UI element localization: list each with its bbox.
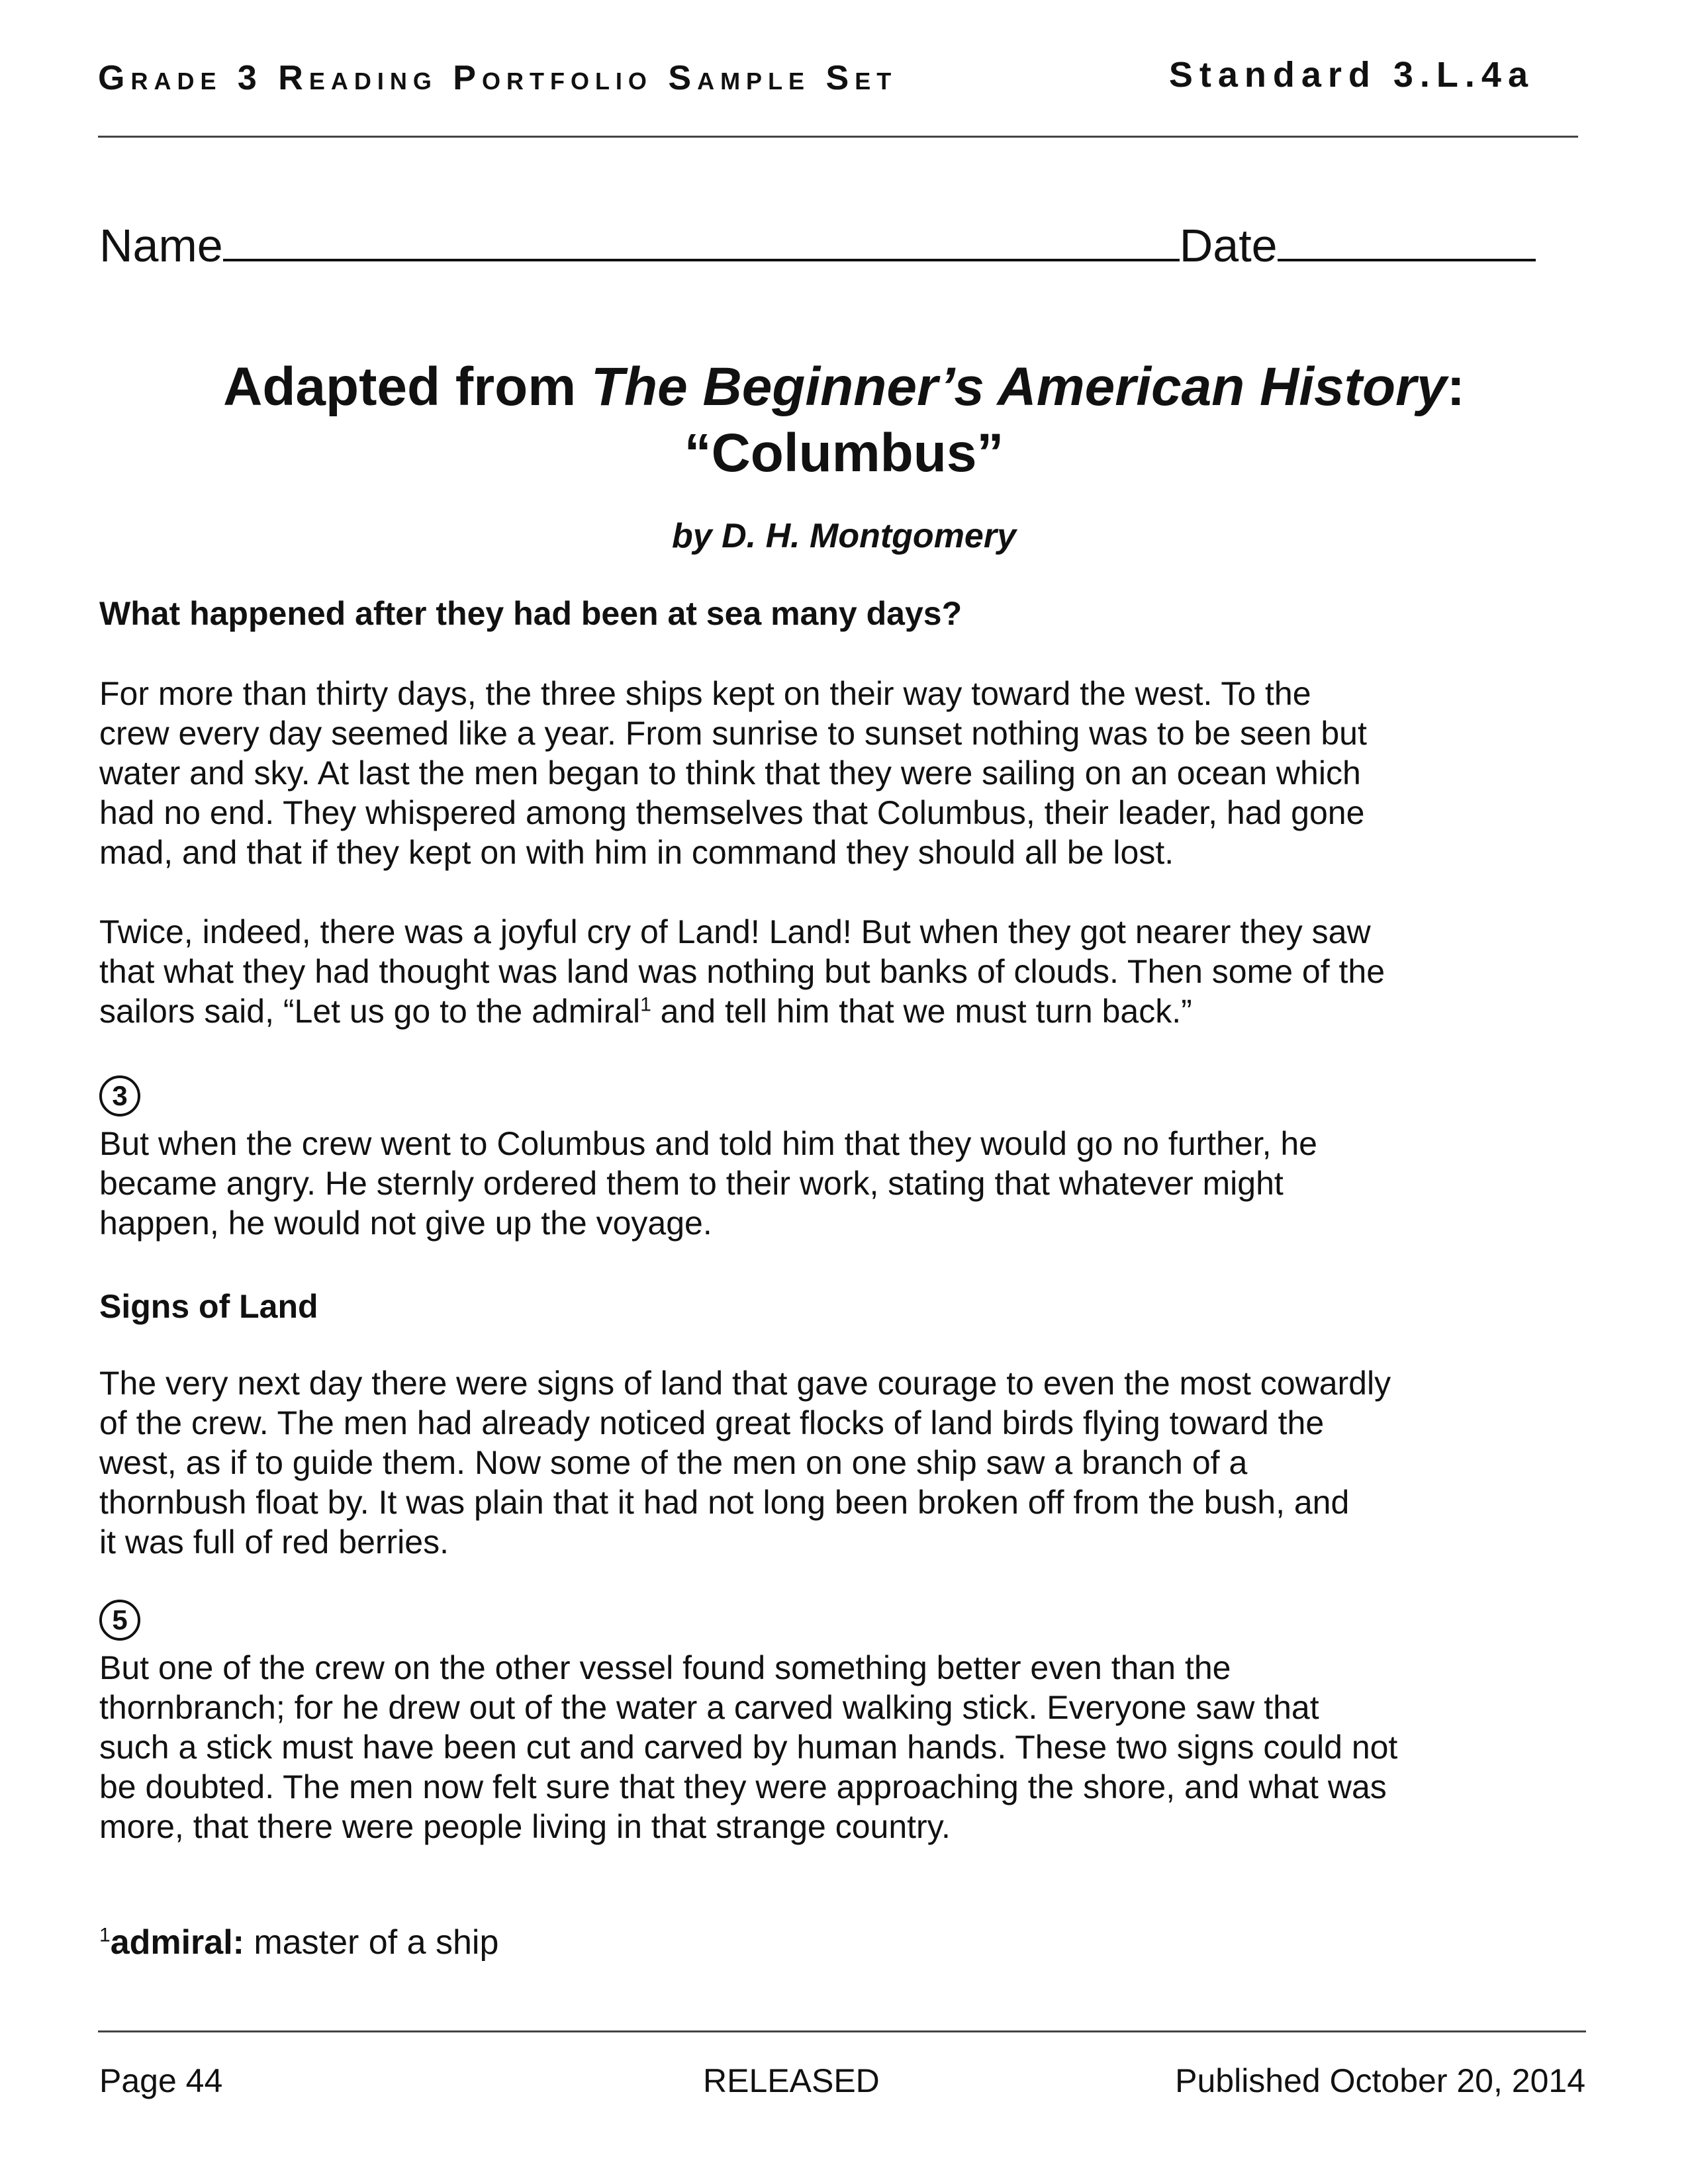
section-heading-1: What happened after they had been at sea many days? xyxy=(99,595,962,632)
paragraph-line: water and sky. At last the men began to think that they were sailing on an ocean which xyxy=(99,754,1361,792)
paragraph-line: thornbranch; for he drew out of the water a carved walking stick. Everyone saw that xyxy=(99,1689,1319,1726)
paragraph-line: The very next day there were signs of land that gave courage to even the most cowardly xyxy=(99,1365,1391,1402)
paragraph-line: But when the crew went to Columbus and told him that they would go no further, he xyxy=(99,1125,1317,1162)
date-label: Date xyxy=(1179,220,1278,271)
paragraph-line: of the crew. The men had already noticed great flocks of land birds flying toward the xyxy=(99,1404,1325,1441)
paragraph-line: But one of the crew on the other vessel found something better even than the xyxy=(99,1649,1231,1686)
paragraph-line: crew every day seemed like a year. From sunrise to sunset nothing was to be seen but xyxy=(99,715,1367,752)
paragraph-4 xyxy=(99,1363,1589,1562)
paragraph-line: west, as if to guide them. Now some of the men on one ship saw a branch of a xyxy=(99,1444,1248,1481)
paragraph-5 xyxy=(99,1648,1589,1846)
paragraph-2 xyxy=(99,912,1589,1031)
header-divider xyxy=(98,136,1578,138)
title-book: The Beginner’s American History xyxy=(590,357,1447,417)
paragraph-marker-3: 3 xyxy=(99,1075,140,1116)
paragraph-marker-5: 5 xyxy=(99,1600,140,1641)
footnote-term: admiral: xyxy=(110,1923,244,1962)
paragraph-1 xyxy=(99,674,1589,872)
paragraph-line: thornbush float by. It was plain that it had not long been broken off from the bush, and xyxy=(99,1484,1350,1521)
paragraph-3 xyxy=(99,1124,1589,1243)
footnote-mark: 1 xyxy=(99,1924,111,1946)
footnote-definition: master of a ship xyxy=(244,1923,499,1962)
footnote xyxy=(99,1923,498,1962)
name-date-line xyxy=(99,215,1536,272)
title-prefix: Adapted from xyxy=(223,357,591,417)
paragraph-line xyxy=(99,991,1589,1031)
section-heading-2: Signs of Land xyxy=(99,1288,318,1325)
paragraph-line: it was full of red berries. xyxy=(99,1524,449,1561)
paragraph-line: be doubted. The men now felt sure that they were approaching the shore, and what was xyxy=(99,1768,1387,1805)
name-label: Name xyxy=(99,220,223,271)
paragraph-line: more, that there were people living in that strange country. xyxy=(99,1808,951,1845)
publish-date: Published October 20, 2014 xyxy=(1175,2062,1585,2099)
header-title: Grade 3 Reading Portfolio Sample Set xyxy=(98,59,898,97)
byline: by D. H. Montgomery xyxy=(671,517,1017,555)
paragraph-line: that what they had thought was land was nothing but banks of clouds. Then some of the xyxy=(99,953,1385,990)
date-blank[interactable] xyxy=(1278,215,1536,261)
release-status: RELEASED xyxy=(703,2062,880,2099)
paragraph-line: became angry. He sternly ordered them to their work, stating that whatever might xyxy=(99,1165,1284,1202)
paragraph-line: had no end. They whispered among themselves that Columbus, their leader, had gone xyxy=(99,794,1365,831)
paragraph-line: Twice, indeed, there was a joyful cry of Land! Land! But when they got nearer they saw xyxy=(99,913,1371,950)
paragraph-line: such a stick must have been cut and carved by human hands. These two signs could not xyxy=(99,1729,1398,1766)
paragraph-line: For more than thirty days, the three ships kept on their way toward the west. To the xyxy=(99,675,1311,712)
paragraph-line: mad, and that if they kept on with him in command they should all be lost. xyxy=(99,834,1174,871)
title-chapter: “Columbus” xyxy=(684,423,1004,483)
paragraph-line: happen, he would not give up the voyage. xyxy=(99,1205,712,1242)
title-line-1 xyxy=(99,354,1589,420)
footnote-reference[interactable]: 1 xyxy=(640,993,651,1016)
title-colon: : xyxy=(1446,357,1465,417)
footer-divider xyxy=(98,2030,1586,2032)
header-standard: Standard 3.L.4a xyxy=(1168,55,1534,95)
passage-title xyxy=(99,354,1589,486)
name-blank[interactable] xyxy=(223,215,1180,261)
line-text: and tell him that we must turn back.” xyxy=(651,993,1192,1030)
line-text: sailors said, “Let us go to the admiral xyxy=(99,993,641,1030)
page-number: Page 44 xyxy=(99,2062,223,2099)
